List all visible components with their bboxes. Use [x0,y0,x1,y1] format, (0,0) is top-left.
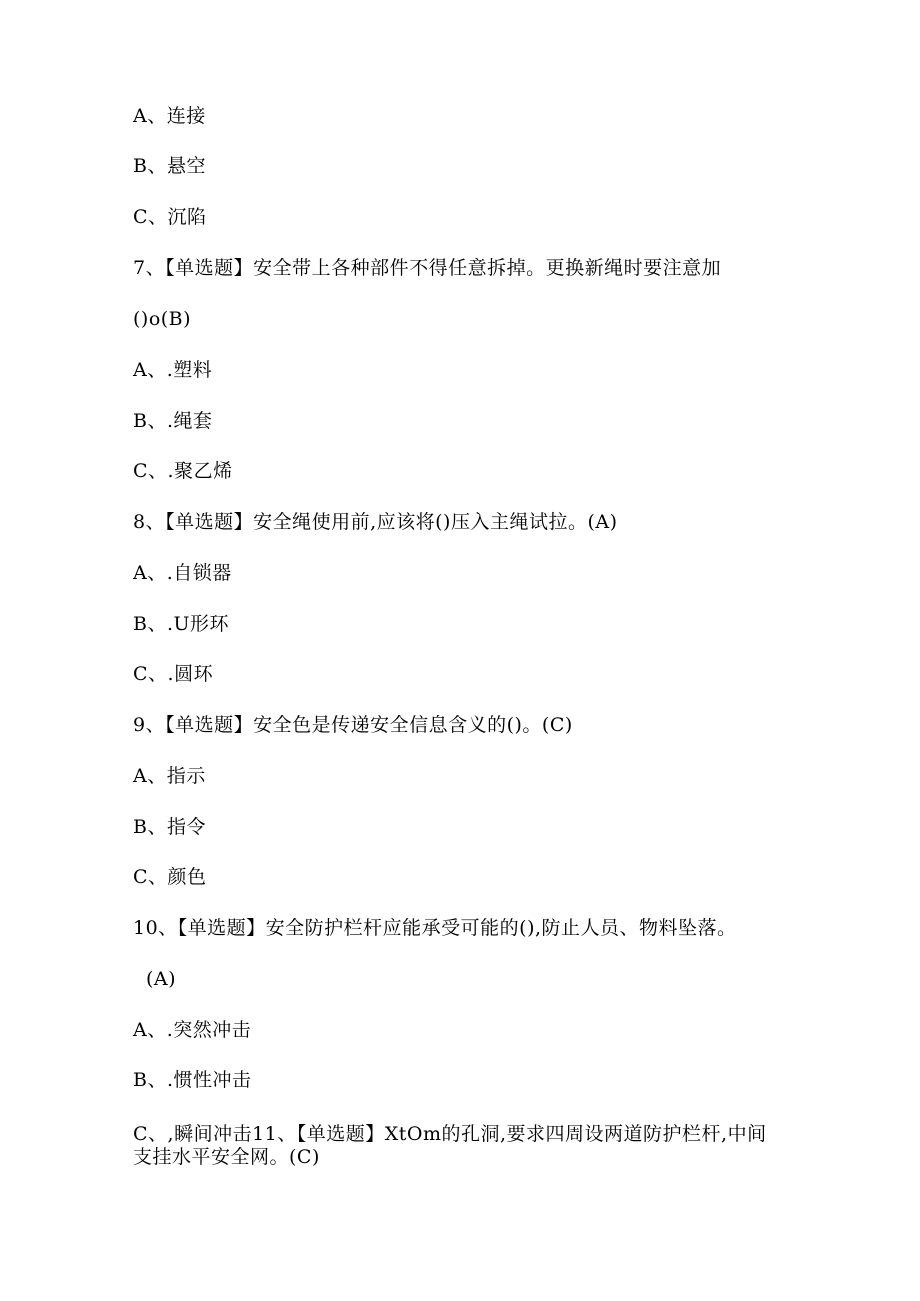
option-c-q9: C、颜色 [133,866,207,888]
question-8: 8、【单选题】安全绳使用前,应该将()压入主绳试拉。(A) [133,511,618,533]
option-b-q10: B、.惯性冲击 [133,1069,252,1091]
option-c-q7: C、.聚乙烯 [133,460,233,482]
option-a-q7: A、.塑料 [133,359,213,381]
option-a-q8: A、.自锁器 [133,562,232,584]
option-c-q6: C、沉陷 [133,206,207,228]
question-7-continued: ()o(B) [133,308,192,330]
question-10: 10、【单选题】安全防护栏杆应能承受可能的(),防止人员、物料坠落。 [133,917,737,939]
option-b-q9: B、指令 [133,816,206,838]
question-10-answer: (A) [146,968,177,990]
question-7: 7、【单选题】安全带上各种部件不得任意拆掉。更换新绳时要注意加 [133,257,722,279]
option-a-q9: A、指示 [133,765,206,787]
option-b-q8: B、.U形环 [133,613,230,635]
option-a-q10: A、.突然冲击 [133,1019,252,1041]
option-a-q6: A、连接 [133,105,206,127]
option-c-q10-and-question-11: C、,瞬间冲击11、【单选题】XtOm的孔洞,要求四周设两道防护栏杆,中间 [133,1123,767,1145]
question-9: 9、【单选题】安全色是传递安全信息含义的()。(C) [133,714,573,736]
option-b-q6: B、悬空 [133,155,206,177]
option-c-q8: C、.圆环 [133,663,214,685]
option-b-q7: B、.绳套 [133,410,213,432]
question-11-continued: 支挂水平安全网。(C) [133,1146,320,1168]
